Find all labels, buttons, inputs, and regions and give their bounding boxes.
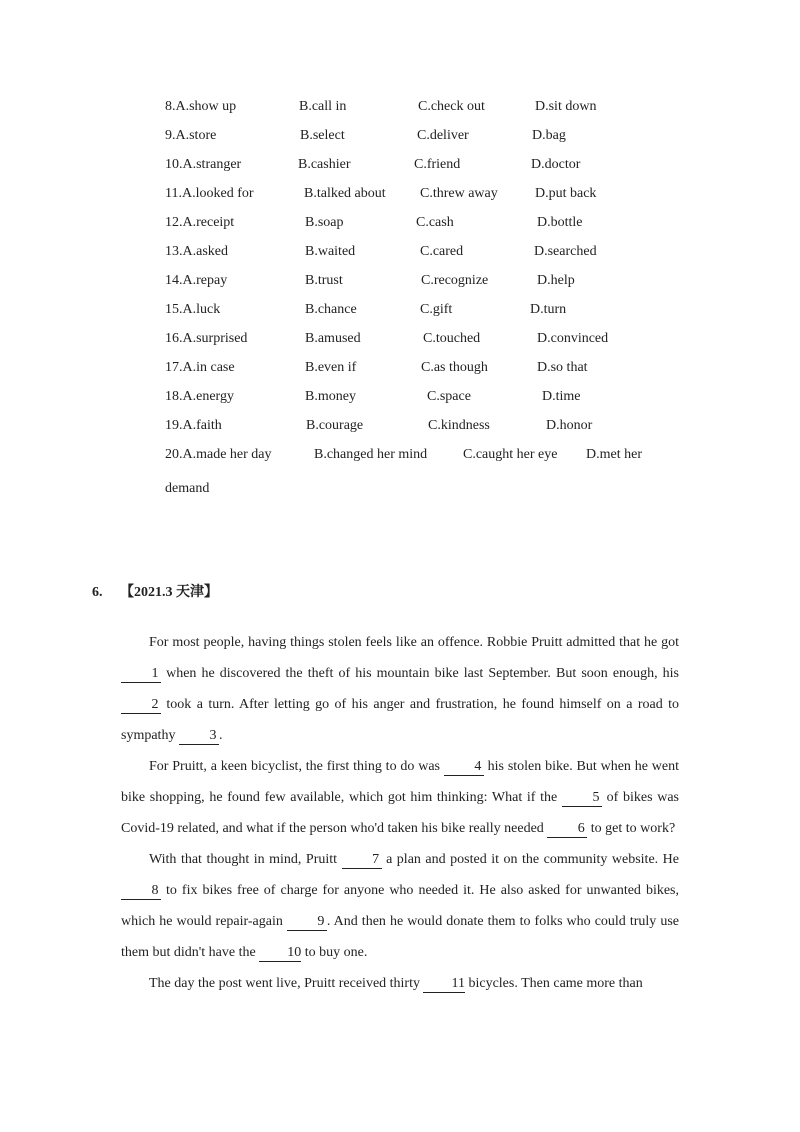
option-b: B.amused: [305, 331, 361, 346]
option-a: [165, 97, 236, 117]
option-c: C.cared: [420, 244, 464, 259]
option-d: D.doctor: [531, 157, 581, 172]
option-c: C.space: [427, 389, 471, 404]
option-d: D.help: [537, 273, 575, 288]
question-number: 8.: [165, 99, 176, 114]
passage-text: a plan and posted it on the community website. He: [381, 852, 679, 867]
question-number: 16.: [165, 331, 183, 346]
blank-9: 9: [287, 914, 327, 931]
blank-4: 4: [444, 759, 484, 776]
passage-text: For most people, having things stolen feels like an offence. Robbie Pruitt admitted that he got: [149, 635, 679, 650]
passage-text: With that thought in mind, Pruitt: [149, 852, 342, 867]
blank-1: 1: [121, 666, 161, 683]
option-d: D.sit down: [535, 99, 597, 114]
option-d: D.turn: [530, 302, 567, 317]
blank-2: 2: [121, 697, 161, 714]
option-b: B.even if: [305, 360, 357, 375]
option-a-text: A.looked for: [181, 186, 254, 201]
option-b: B.waited: [305, 244, 356, 259]
paragraph-1: [121, 627, 679, 751]
blank-7: 7: [342, 852, 382, 869]
option-a-text: A.energy: [182, 389, 234, 404]
passage-text: to buy one.: [301, 945, 368, 960]
blank-3: 3: [179, 728, 219, 745]
option-d: D.time: [542, 389, 581, 404]
question-number: 18.: [165, 389, 183, 404]
paragraph-2: [121, 751, 679, 844]
question-number: 20.: [165, 447, 183, 462]
passage-text: For Pruitt, a keen bicyclist, the first thing to do was: [149, 759, 444, 774]
option-c: C.recognize: [421, 273, 489, 288]
option-a: [165, 300, 220, 320]
passage-text: . And then he would donate them to folks who could truly use them but didn't have the: [121, 914, 679, 960]
question-number: 13.: [165, 244, 183, 259]
option-a: [165, 329, 247, 349]
option-a-text: A.asked: [182, 244, 228, 259]
option-c: C.friend: [414, 157, 461, 172]
option-c: C.as though: [421, 360, 488, 375]
question-number: 9.: [165, 128, 176, 143]
passage-text: to get to work?: [587, 821, 676, 836]
option-a-text: A.luck: [182, 302, 221, 317]
option-a: [165, 126, 216, 146]
option-a: [165, 155, 241, 175]
passage-text: .: [218, 728, 223, 743]
option-a-text: A.stranger: [182, 157, 242, 172]
blank-10: 10: [259, 945, 301, 962]
blank-11: 11: [423, 976, 464, 993]
blank-5: 5: [562, 790, 602, 807]
question-number: 14.: [165, 273, 183, 288]
option-c: C.caught her eye: [463, 447, 558, 462]
option-a-text: A.faith: [182, 418, 222, 433]
question-number: 17.: [165, 360, 183, 375]
option-b: B.money: [305, 389, 356, 404]
option-b: B.call in: [299, 99, 347, 114]
option-c: C.kindness: [428, 418, 490, 433]
option-a-text: A.store: [175, 128, 217, 143]
option-a-text: A.in case: [182, 360, 235, 375]
blank-6: 6: [547, 821, 587, 838]
option-c: C.threw away: [420, 186, 498, 201]
option-c: C.cash: [416, 215, 454, 230]
option-a-text: A.receipt: [182, 215, 235, 230]
option-d: D.met her: [586, 447, 642, 462]
option-d: D.put back: [535, 186, 597, 201]
option-d: D.convinced: [537, 331, 609, 346]
option-a: [165, 213, 234, 233]
option-a: [165, 416, 222, 436]
option-b: B.trust: [305, 273, 343, 288]
passage-text: of bikes was Covid-19 related, and what if the person who'd taken his bike really needed: [121, 790, 679, 836]
question-number: 15.: [165, 302, 183, 317]
option-b: B.courage: [306, 418, 364, 433]
option-b: B.select: [300, 128, 345, 143]
option-b: B.chance: [305, 302, 357, 317]
option-continuation: demand: [165, 481, 210, 496]
option-a-text: A.repay: [182, 273, 228, 288]
option-a: [165, 387, 234, 407]
question-number: 19.: [165, 418, 183, 433]
option-b: B.soap: [305, 215, 344, 230]
option-a: [165, 271, 227, 291]
question-number: 10.: [165, 157, 183, 172]
option-a: [165, 184, 254, 204]
option-c: C.deliver: [417, 128, 469, 143]
passage-text: when he discovered the theft of his mountain bike last September. But soon enough, his: [161, 666, 679, 681]
paragraph-4: [121, 968, 679, 999]
option-b: B.talked about: [304, 186, 386, 201]
option-d: D.bottle: [537, 215, 583, 230]
question-number: 11.: [165, 186, 182, 201]
option-d: D.so that: [537, 360, 588, 375]
passage-text: to fix bikes free of charge for anyone who needed it. He also asked for unwanted bikes, which he would repair-again: [121, 883, 679, 929]
passage-text: bicycles. Then came more than: [464, 976, 643, 991]
section-heading: [92, 583, 218, 603]
question-number: 12.: [165, 215, 183, 230]
paragraph-3: [121, 844, 679, 968]
option-a-text: A.made her day: [182, 447, 272, 462]
option-a-text: A.surprised: [182, 331, 248, 346]
option-c: C.check out: [418, 99, 485, 114]
option-a: [165, 358, 235, 378]
option-d: D.bag: [532, 128, 566, 143]
section-title: 【2021.3 天津】: [120, 585, 218, 600]
option-b: B.changed her mind: [314, 447, 428, 462]
option-d: D.honor: [546, 418, 593, 433]
blank-8: 8: [121, 883, 161, 900]
passage: [121, 627, 679, 999]
option-a: [165, 445, 272, 465]
passage-text: his stolen bike. But when he went bike shopping, he found few available, which got him thinking: What if the: [121, 759, 679, 805]
option-a: [165, 242, 228, 262]
passage-text: The day the post went live, Pruitt received thirty: [149, 976, 424, 991]
option-b: B.cashier: [298, 157, 351, 172]
section-number: 6.: [92, 585, 103, 600]
option-a-text: A.show up: [175, 99, 237, 114]
option-c: C.gift: [420, 302, 453, 317]
option-d: D.searched: [534, 244, 597, 259]
option-c: C.touched: [423, 331, 481, 346]
passage-text: took a turn. After letting go of his anger and frustration, he found himself on a road to sympathy: [121, 697, 679, 743]
